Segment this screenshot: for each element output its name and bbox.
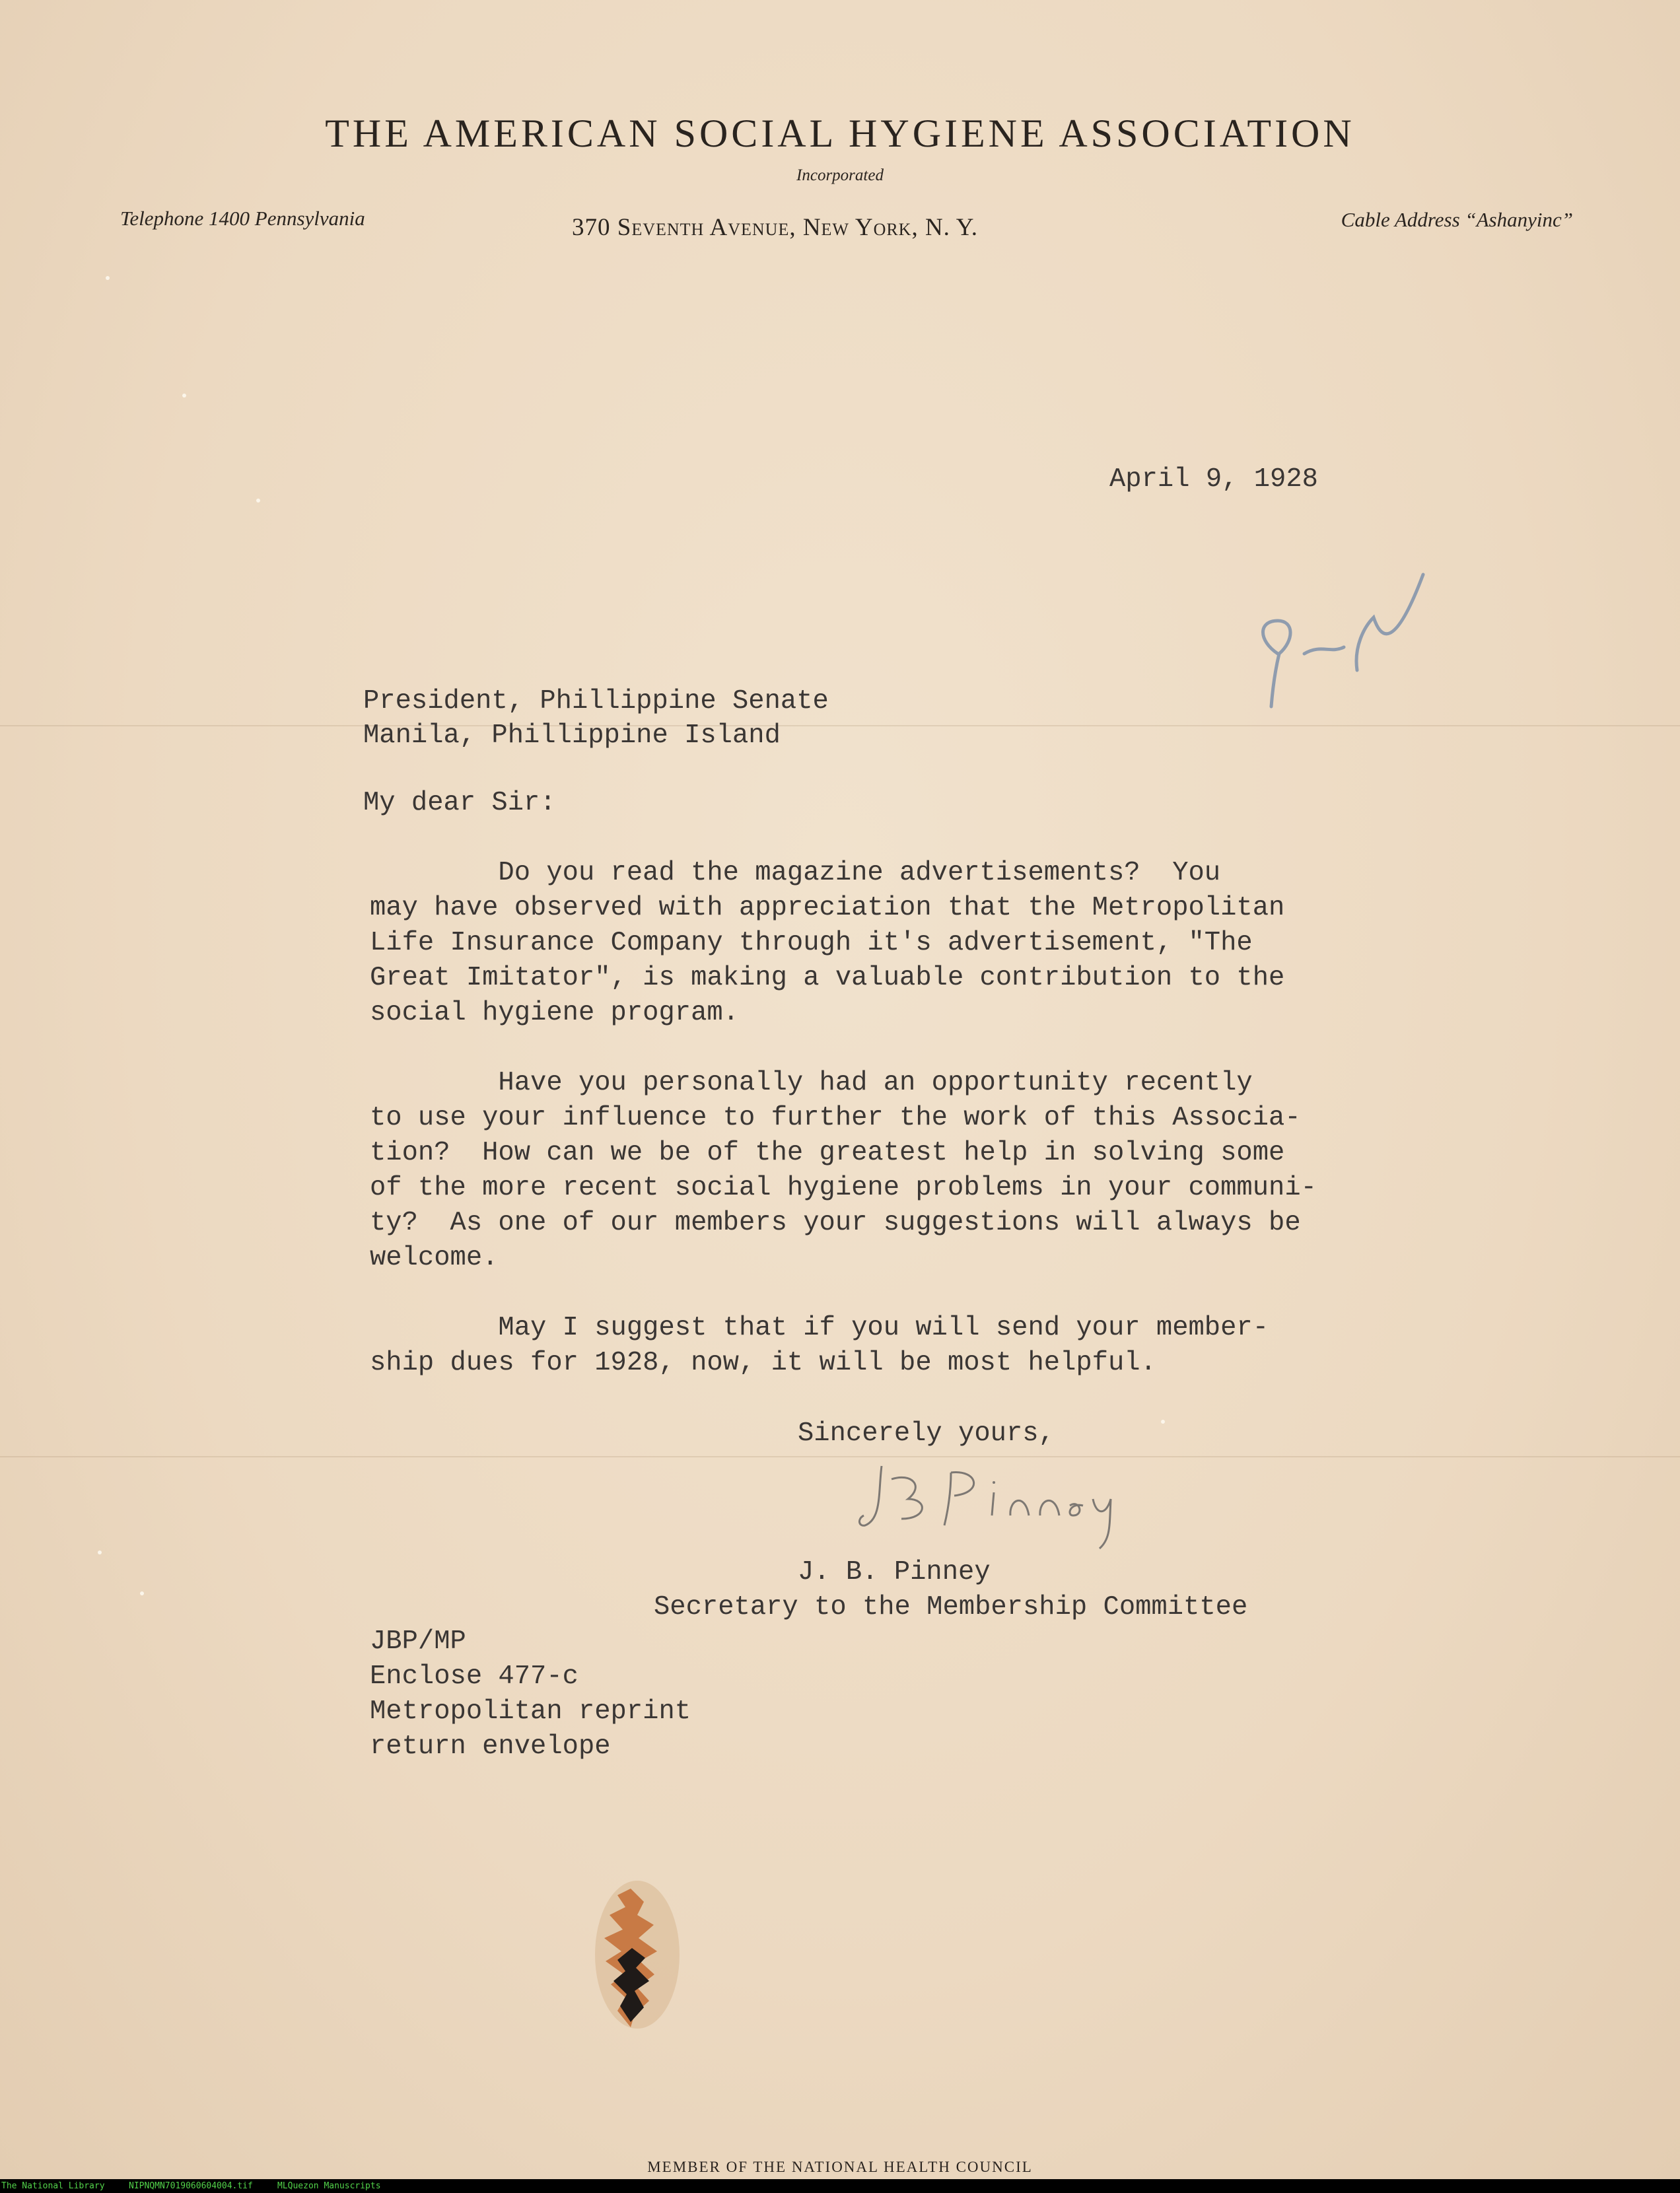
paragraph-2-line: welcome.: [370, 1243, 499, 1273]
closing: Sincerely yours,: [798, 1418, 1055, 1449]
paragraph-1-line: social hygiene program.: [370, 998, 739, 1028]
handwritten-signature: [852, 1453, 1195, 1552]
recipient-line-2: Manila, Phillippine Island: [363, 720, 781, 751]
paragraph-1-line: Do you read the magazine advertisements? You: [370, 858, 1221, 888]
paragraph-3-line: May I suggest that if you will send your member-: [370, 1313, 1269, 1343]
scan-collection-label: MLQuezon Manuscripts: [277, 2181, 381, 2191]
paragraph-3-line: ship dues for 1928, now, it will be most helpful.: [370, 1348, 1156, 1378]
enclosure-line: return envelope: [370, 1731, 611, 1762]
signer-name: J. B. Pinney: [798, 1557, 991, 1587]
scan-file-name: NIPNQMN7019060604004.tif: [129, 2181, 253, 2191]
signer-title: Secretary to the Membership Committee: [654, 1592, 1248, 1622]
paragraph-1-line: Life Insurance Company through it's advertisement, "The: [370, 928, 1253, 958]
reference-initials: JBP/MP: [370, 1626, 466, 1657]
scan-library-label: The National Library: [1, 2181, 105, 2191]
paragraph-2-line: of the more recent social hygiene problems in your communi-: [370, 1173, 1317, 1203]
organization-name: THE AMERICAN SOCIAL HYGIENE ASSOCIATION: [325, 112, 1355, 155]
paper-fold: [0, 1456, 1680, 1457]
cable-address: Cable Address “Ashanyinc”: [1341, 208, 1573, 231]
paragraph-2-line: ty? As one of our members your suggestions will always be: [370, 1208, 1301, 1238]
paragraph-1-line: Great Imitator", is making a valuable contribution to the: [370, 963, 1285, 993]
burn-hole: [591, 1875, 683, 2034]
enclosure-line: Metropolitan reprint: [370, 1696, 691, 1727]
enclosure-line: Enclose 477-c: [370, 1661, 578, 1692]
paper-speck: [140, 1591, 144, 1595]
paper-speck: [1161, 1420, 1165, 1424]
paragraph-2-line: to use your influence to further the work of this Associa-: [370, 1103, 1301, 1133]
recipient-line-1: President, Phillippine Senate: [363, 686, 829, 716]
paper-speck: [256, 499, 260, 503]
scan-info-strip: [0, 2179, 1680, 2193]
letter-date: April 9, 1928: [1109, 464, 1318, 495]
paper-speck: [106, 276, 110, 280]
footer-member-council: MEMBER OF THE NATIONAL HEALTH COUNCIL: [647, 2159, 1033, 2175]
paragraph-1-line: may have observed with appreciation that the Metropolitan: [370, 893, 1285, 923]
telephone-line: Telephone 1400 Pennsylvania: [120, 207, 365, 230]
pencil-annotation-mark: [1232, 555, 1443, 726]
incorporated-label: Incorporated: [796, 166, 884, 184]
paragraph-2-line: tion? How can we be of the greatest help in solving some: [370, 1138, 1285, 1168]
paragraph-2-line: Have you personally had an opportunity recently: [370, 1068, 1253, 1098]
street-address: 370 Seventh Avenue, New York, N. Y.: [572, 214, 979, 241]
paper-speck: [98, 1550, 102, 1554]
salutation: My dear Sir:: [363, 788, 556, 818]
paper-speck: [182, 394, 186, 398]
